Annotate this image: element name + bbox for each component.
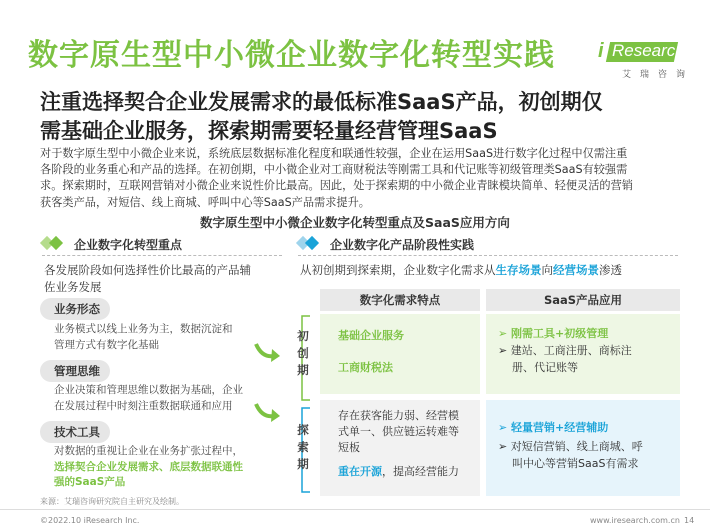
left-intro bbox=[44, 262, 284, 296]
text-line: 在发展过程中时刻注重数据联通和应用 bbox=[54, 399, 233, 412]
management-thinking-text bbox=[54, 383, 284, 414]
text-line: ➢ 对短信营销、线上商城、呼 bbox=[498, 440, 643, 453]
diamond-icon bbox=[298, 235, 322, 251]
right-section-heading: 企业数字化产品阶段性实践 bbox=[330, 238, 475, 252]
subtitle-line-2: 需基础企业服务，探索期需要轻量经营管理SaaS bbox=[40, 119, 498, 143]
focus-highlight: 重在开源 bbox=[338, 465, 382, 478]
page-number: 14 bbox=[684, 516, 695, 525]
text-line: 存在获客能力弱、经营模 bbox=[338, 409, 459, 422]
left-divider bbox=[42, 255, 282, 256]
startup-needs-cell bbox=[320, 314, 480, 394]
text-line: 式单一、供应链运转难等 bbox=[338, 425, 459, 438]
right-intro bbox=[300, 262, 690, 279]
text-line: 叫中心等营销SaaS有需求 bbox=[512, 457, 639, 470]
highlight-line: 强的SaaS产品 bbox=[54, 476, 126, 488]
tech-tools-label: 技术工具 bbox=[40, 421, 110, 443]
text-line: 企业决策和管理思维以数据为基础，企业 bbox=[54, 384, 243, 396]
diamond-icon bbox=[42, 235, 66, 251]
exploration-needs-cell bbox=[320, 400, 480, 496]
figure-title: 数字原生型中小微企业数字化转型重点及SaaS应用方向 bbox=[200, 215, 510, 230]
body-line: 各阶段的业务重心和产品的选择。在初创期，中小微企业对工商财税法等刚需工具和代记账等初级管理类SaaS有较强需 bbox=[40, 163, 628, 177]
saas-light-marketing: ➢ 轻量营销+经营辅助 bbox=[498, 421, 609, 434]
stage-char: 创 bbox=[297, 346, 309, 360]
text-line: 对数据的重视让企业在业务扩张过程中， bbox=[54, 445, 243, 457]
stage-label-startup bbox=[296, 328, 310, 379]
text-line: 短板 bbox=[338, 441, 360, 454]
right-divider bbox=[298, 255, 678, 256]
page-subtitle bbox=[40, 88, 680, 146]
copyright: ©2022.10 iResearch Inc. bbox=[40, 516, 140, 525]
saas-startup-list bbox=[498, 342, 632, 376]
intro-highlight-survival: 生存场景 bbox=[495, 263, 542, 277]
need-business-tax-law: 工商财税法 bbox=[338, 361, 393, 374]
stage-label-exploration bbox=[296, 422, 310, 473]
text-line: 册、代记账等 bbox=[512, 361, 578, 374]
body-line: 获客类产品，对短信、线上商城、呼叫中心等SaaS产品需求提升。 bbox=[40, 195, 370, 209]
curved-arrow-icon bbox=[252, 400, 282, 426]
left-section-heading: 企业数字化转型重点 bbox=[74, 238, 183, 252]
footer-divider bbox=[0, 509, 710, 510]
body-line: 对于数字原生型中小微企业来说，系统底层数据标准化程度和联通性较强，企业在运用SaaS进行数字化过程中仅需注重 bbox=[40, 147, 628, 160]
focus-text: ，提高经营能力 bbox=[382, 465, 459, 478]
management-thinking-label: 管理思维 bbox=[40, 360, 110, 382]
stage-char: 初 bbox=[297, 329, 309, 343]
left-intro-line: 佐业务发展 bbox=[44, 280, 102, 294]
logo-subtitle: 艾瑞咨询 bbox=[622, 70, 695, 80]
highlight-line: 选择契合企业发展需求、底层数据联通性 bbox=[54, 460, 243, 473]
business-form-text bbox=[54, 322, 284, 353]
stage-char: 探 bbox=[297, 423, 309, 437]
need-basic-services: 基础企业服务 bbox=[338, 329, 404, 342]
tech-tools-text bbox=[54, 444, 284, 491]
text-line: 业务模式以线上业务为主，数据沉淀和 bbox=[54, 323, 233, 335]
text-line: 管理方式有数字化基础 bbox=[54, 338, 159, 351]
logo-brand: Research bbox=[612, 41, 685, 60]
intro-text: 从初创期到探索期，企业数字化需求从 bbox=[300, 263, 496, 277]
stage-char: 索 bbox=[297, 440, 309, 454]
text-line: ➢ 建站、工商注册、商标注 bbox=[498, 344, 632, 357]
source-note: 来源：艾瑞咨询研究院自主研究及绘制。 bbox=[40, 497, 184, 506]
stage-char: 期 bbox=[297, 363, 309, 377]
column-header-needs: 数字化需求特点 bbox=[320, 289, 480, 311]
body-line: 求。探索期时，互联网营销对小微企业来说性价比最高。因此，处于探索期的中小微企业青睐模块简单、轻便灵活的营销 bbox=[40, 179, 633, 193]
saas-essential-tools: ➢ 刚需工具+初级管理 bbox=[498, 327, 609, 340]
stage-char: 期 bbox=[297, 457, 309, 471]
column-header-saas: SaaS产品应用 bbox=[486, 289, 680, 311]
exploration-saas-cell bbox=[486, 400, 680, 496]
startup-saas-cell bbox=[486, 314, 680, 394]
business-form-label: 业务形态 bbox=[40, 298, 110, 320]
curved-arrow-icon bbox=[252, 340, 282, 366]
saas-exploration-list bbox=[498, 438, 643, 472]
page-title: 数字原生型中小微企业数字化转型实践 bbox=[28, 38, 555, 73]
logo-mark: i bbox=[598, 40, 604, 62]
intro-text: 向 bbox=[541, 263, 553, 277]
exploration-focus bbox=[338, 464, 459, 480]
iresearch-logo bbox=[598, 40, 685, 64]
left-intro-line: 各发展阶段如何选择性价比最高的产品辅 bbox=[44, 263, 251, 277]
exploration-needs-text bbox=[338, 408, 459, 456]
body-paragraph bbox=[40, 146, 680, 211]
intro-highlight-operation: 经营场景 bbox=[553, 263, 599, 277]
site-url: www.iresearch.com.cn bbox=[590, 516, 680, 525]
subtitle-line-1: 注重选择契合企业发展需求的最低标准SaaS产品，初创期仅 bbox=[40, 90, 603, 114]
intro-text: 渗透 bbox=[599, 263, 622, 277]
